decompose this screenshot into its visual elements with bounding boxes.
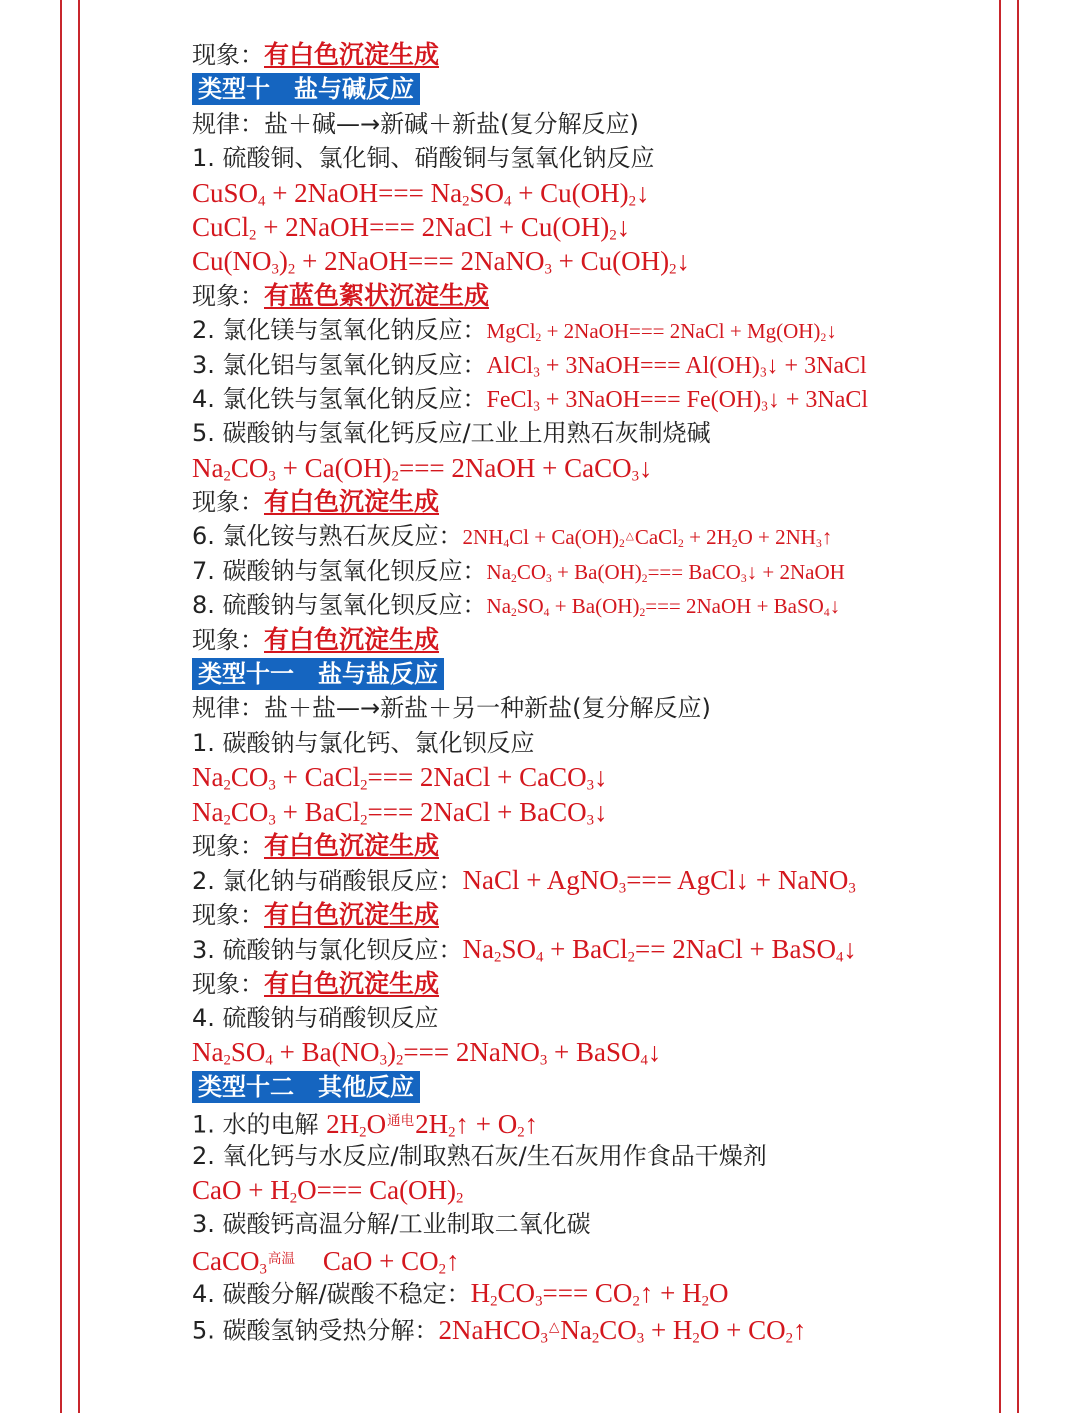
reaction-item-with-equation [192, 348, 1072, 382]
phenomenon-text: 有蓝色絮状沉淀生成 [264, 280, 490, 310]
reaction-item-text: 1. 碳酸钠与氯化钙、氯化钡反应 [192, 728, 535, 757]
chemical-equation: $Na_2CO_3$ + BaCl$_2$=== 2NaCl + BaCO$_3$↓ [192, 796, 608, 829]
phenomenon-line [192, 279, 1072, 313]
reaction-item-with-equation [192, 519, 1072, 553]
document-content [192, 38, 1072, 1345]
reaction-item-with-equation [192, 1276, 1072, 1310]
chemical-equation: CaO + $H_2O=== Ca(OH)_2$ [192, 1174, 464, 1207]
chemical-equation: $Cu(NO_3)_2$ + 2NaOH=== 2NaNO$_3$ + $Cu(OH)_2↓$ [192, 246, 691, 279]
reaction-item-label: 2. 氯化钠与硝酸银反应： [192, 867, 463, 896]
section-header-row [192, 72, 1072, 106]
reaction-item-with-equation [192, 554, 1072, 588]
chemical-equation: $2H_2O$通电$2H_2↑$ + $O_2↑$ [326, 1108, 539, 1141]
reaction-item-text: 2. 氧化钙与水反应/制取熟石灰/生石灰用作食品干燥剂 [192, 1141, 767, 1170]
chemical-equation: NaCl + AgNO$_3$=== AgCl↓ + NaNO$_3$ [462, 865, 856, 898]
equation-line [192, 1173, 1072, 1207]
reaction-item [192, 1001, 1072, 1035]
reaction-item-label: 1. 水的电解 [192, 1110, 327, 1139]
left-border-outer [60, 0, 62, 1413]
chemical-equation: CuSO$_4$ + 2NaOH=== $Na_2SO_4$ + $Cu(OH)_2↓$ [192, 177, 650, 210]
phenomenon-line [192, 38, 1072, 72]
phenomenon-text: 有白色沉淀生成 [264, 830, 440, 860]
rule-text: 规律：盐＋碱—→新碱＋新盐(复分解反应) [192, 109, 639, 138]
reaction-item-text: 5. 碳酸钠与氢氧化钙反应/工业上用熟石灰制烧碱 [192, 419, 711, 448]
phenomenon-label: 现象： [192, 831, 264, 860]
reaction-item-with-equation [192, 1104, 1072, 1141]
reaction-item-with-equation [192, 863, 1072, 897]
reaction-item [192, 1139, 1072, 1173]
chemical-equation: CuCl$_2$ + 2NaOH=== 2NaCl + $Cu(OH)_2↓$ [192, 211, 631, 244]
section-header: 类型十二 其他反应 [192, 1071, 420, 1103]
reaction-item-text: 1. 硫酸铜、氯化铜、硝酸铜与氢氧化钠反应 [192, 144, 655, 173]
reaction-item-text: 3. 碳酸钙高温分解/工业制取二氧化碳 [192, 1210, 591, 1239]
phenomenon-line [192, 967, 1072, 1001]
equation-line [192, 760, 1072, 794]
reaction-item-label: 4. 碳酸分解/碳酸不稳定： [192, 1280, 471, 1309]
phenomenon-label: 现象： [192, 969, 264, 998]
section-header-row [192, 1070, 1072, 1104]
reaction-item-label: 5. 碳酸氢钠受热分解： [192, 1316, 439, 1345]
equation-line [192, 176, 1072, 210]
rule-line [192, 107, 1072, 141]
phenomenon-label: 现象： [192, 488, 264, 517]
chemical-equation: $2NH_4Cl$ + $Ca(OH)_2\triangle CaCl_2 + 2H_2O$ + $2NH_3↑$ [462, 525, 833, 551]
phenomenon-text: 有白色沉淀生成 [264, 40, 440, 69]
phenomenon-text: 有白色沉淀生成 [264, 487, 440, 517]
phenomenon-line [192, 898, 1072, 932]
reaction-item-with-equation [192, 382, 1072, 416]
section-header-row [192, 657, 1072, 691]
reaction-item-with-equation [192, 313, 1072, 347]
reaction-item [192, 141, 1072, 175]
equation-line [192, 244, 1072, 278]
phenomenon-text: 有白色沉淀生成 [264, 624, 440, 654]
chemical-equation: MgCl$_2$ + 2NaOH=== 2NaCl + $Mg(OH)_2↓$ [486, 319, 837, 344]
phenomenon-line [192, 485, 1072, 519]
reaction-item-label: 3. 硫酸钠与氯化钡反应： [192, 936, 463, 965]
phenomenon-label: 现象： [192, 281, 264, 310]
phenomenon-label: 现象： [192, 625, 264, 654]
reaction-item [192, 1207, 1072, 1241]
reaction-item-with-equation [192, 1310, 1072, 1347]
chemical-equation: AlCl$_3$ + 3NaOH=== $Al(OH)_3↓$ + 3NaCl [486, 352, 867, 379]
equation-line [192, 210, 1072, 244]
reaction-item-label: 7. 碳酸钠与氢氧化钡反应： [192, 556, 487, 585]
reaction-item [192, 726, 1072, 760]
reaction-item-label: 2. 氯化镁与氢氧化钠反应： [192, 316, 487, 345]
equation-line [192, 451, 1072, 485]
chemical-equation: $Na_2CO_3$ + CaCl$_2$=== 2NaCl + CaCO$_3$↓ [192, 762, 608, 794]
phenomenon-line [192, 623, 1072, 657]
chemical-equation: $2NaHCO_3\triangle Na_2CO_3 + H_2O$ + $CO_2↑$ [438, 1314, 807, 1347]
rule-text: 规律：盐＋盐—→新盐＋另一种新盐(复分解反应) [192, 694, 711, 723]
reaction-item-label: 6. 氯化铵与熟石灰反应： [192, 522, 463, 551]
equation-line [192, 1035, 1072, 1069]
chemical-equation: $Na_2SO_4$ + BaCl$_2$== 2NaCl + BaSO$_4$↓ [462, 934, 857, 966]
chemical-equation: $Na_2CO_3 + Ba(OH)_2===$ BaCO$_3$↓ + 2NaOH [486, 559, 845, 585]
reaction-item-label: 4. 氯化铁与氢氧化钠反应： [192, 384, 487, 413]
reaction-item-label: 3. 氯化铝与氢氧化钠反应： [192, 350, 487, 379]
phenomenon-text: 有白色沉淀生成 [264, 968, 440, 998]
chemical-equation: FeCl$_3$ + 3NaOH=== $Fe(OH)_3↓$ + 3NaCl [486, 386, 869, 414]
phenomenon-label: 现象： [192, 41, 264, 69]
reaction-item-with-equation [192, 588, 1072, 622]
chemical-equation: $H_2CO_3===$ $CO_2↑ + H_2O$ [470, 1278, 729, 1310]
reaction-item-with-equation [192, 932, 1072, 966]
rule-line [192, 691, 1072, 725]
phenomenon-line [192, 829, 1072, 863]
phenomenon-label: 现象： [192, 900, 264, 929]
chemical-equation: $Na_2SO_4 + Ba(OH)_2===$ 2NaOH + BaSO$_4$↓ [486, 594, 841, 620]
reaction-item-label: 8. 硫酸钠与氢氧化钡反应： [192, 591, 487, 620]
equation-line [192, 1242, 1072, 1276]
phenomenon-text: 有白色沉淀生成 [264, 899, 440, 929]
left-border-inner [78, 0, 80, 1413]
section-header: 类型十 盐与碱反应 [192, 73, 420, 105]
chemical-equation: $Na_2CO_3 + Ca(OH)_2===$ 2NaOH + CaCO$_3$↓ [192, 452, 653, 485]
reaction-item-text: 4. 硫酸钠与硝酸钡反应 [192, 1003, 439, 1032]
chemical-equation: CaCO$_3$高温 CaO + $CO_2↑$ [192, 1246, 460, 1278]
equation-line [192, 795, 1072, 829]
chemical-equation: $Na_2SO_4 + Ba(NO_3)_2===$ 2NaNO$_3$ + BaSO$_4$↓ [192, 1037, 662, 1070]
section-header: 类型十一 盐与盐反应 [192, 658, 444, 690]
reaction-item [192, 416, 1072, 450]
